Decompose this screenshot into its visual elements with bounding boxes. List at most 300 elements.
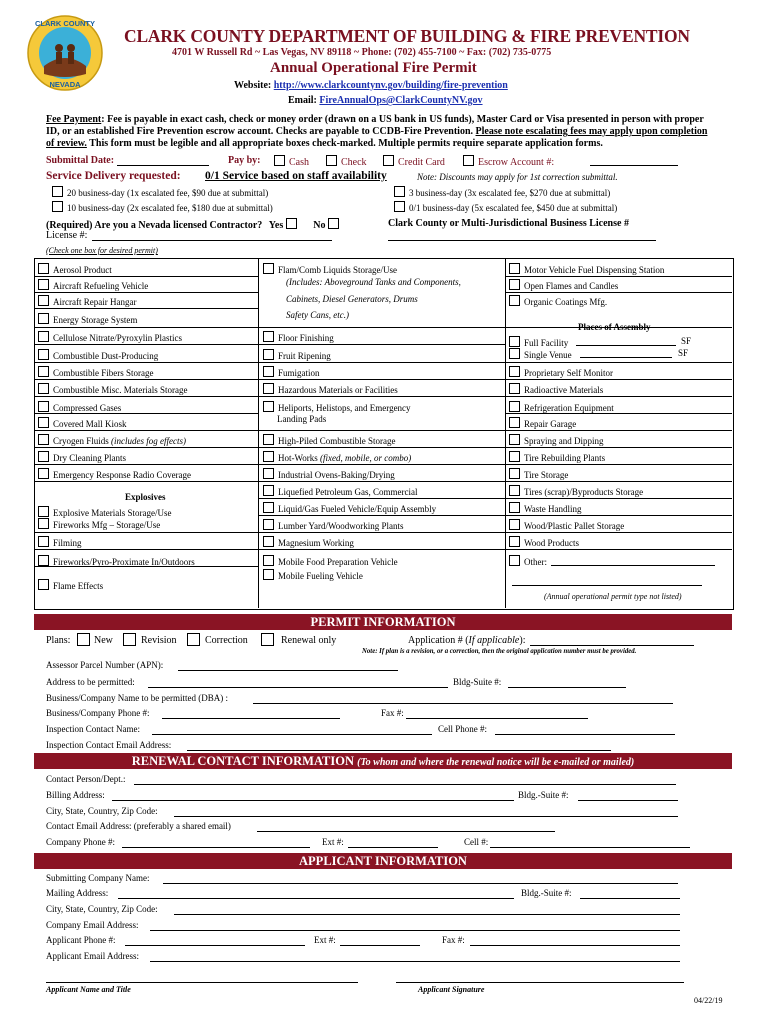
permit-flam-comb-liquids[interactable] — [263, 263, 397, 275]
email-link[interactable]: FireAnnualOps@ClarkCountyNV.gov — [319, 95, 483, 106]
full-facility-sf-field[interactable] — [576, 345, 676, 346]
address-label: Address to be permitted: — [46, 677, 135, 687]
renewal-billing-label: Billing Address: — [46, 790, 105, 800]
renewal-phone-field[interactable] — [122, 847, 310, 848]
credit-label: Credit Card — [398, 157, 445, 168]
fee-line-3 — [46, 138, 603, 149]
license-label: License #: — [46, 230, 88, 241]
plans-new-checkbox[interactable] — [77, 633, 90, 646]
plans-renewal-checkbox[interactable] — [261, 633, 274, 646]
cash-label: Cash — [289, 157, 309, 168]
permit-cellulose[interactable] — [38, 331, 182, 343]
heliports-line-2: Landing Pads — [277, 414, 327, 424]
checkbox[interactable] — [263, 331, 274, 342]
permit-label: Wood/Plastic Pallet Storage — [524, 521, 625, 531]
permit-organic-coatings[interactable] — [509, 295, 607, 307]
checkbox[interactable] — [38, 434, 49, 445]
checkbox[interactable] — [38, 383, 49, 394]
flam-note-1: (Includes: Aboveground Tanks and Components, — [286, 277, 461, 287]
permit-hot-works[interactable] — [263, 451, 411, 463]
permit-label: Open Flames and Candles — [524, 281, 619, 291]
permit-fruit-ripening[interactable] — [263, 349, 331, 361]
service-10-checkbox[interactable] — [52, 201, 63, 212]
permit-hazardous-materials[interactable] — [263, 383, 398, 395]
applicant-header: APPLICANT INFORMATION — [34, 853, 732, 869]
permit-label: Refrigeration Equipment — [524, 403, 614, 413]
permit-label: Tire Storage — [524, 470, 569, 480]
other-field-1[interactable] — [551, 565, 715, 566]
permit-fireworks-pyro[interactable] — [38, 555, 195, 567]
checkbox[interactable] — [509, 502, 520, 513]
escrow-option[interactable] — [463, 155, 554, 168]
check-one-note: (Check one box for desired permit) — [46, 246, 158, 255]
permit-label: Repair Garage — [524, 419, 577, 429]
checkbox[interactable] — [509, 383, 520, 394]
business-phone-field[interactable] — [162, 718, 340, 719]
check-label: Check — [341, 157, 367, 168]
permit-label: Combustible Misc. Materials Storage — [53, 385, 188, 395]
permit-magnesium[interactable] — [263, 536, 354, 548]
permit-label: Emergency Response Radio Coverage — [53, 470, 192, 480]
escrow-checkbox[interactable] — [463, 155, 474, 166]
website-row — [234, 80, 508, 91]
permit-label: Wood Products — [524, 538, 580, 548]
applicant-fax-field[interactable] — [470, 945, 680, 946]
permit-label: Waste Handling — [524, 504, 582, 514]
permit-label: Explosive Materials Storage/Use — [53, 508, 172, 518]
checkbox[interactable] — [263, 485, 274, 496]
service-01-option-label: 0/1 business-day (5x escalated fee, $450 due at submittal) — [409, 203, 618, 213]
permit-covered-mall[interactable] — [38, 417, 127, 429]
renewal-ext-label: Ext #: — [322, 837, 344, 847]
permit-refrigeration[interactable] — [509, 401, 614, 413]
checkbox[interactable] — [38, 579, 49, 590]
escrow-label: Escrow Account #: — [478, 157, 555, 168]
permit-combustible-fibers[interactable] — [38, 366, 154, 378]
renewal-header — [34, 753, 732, 769]
permit-label: Heliports, Helistops, and Emergency — [278, 403, 411, 413]
checkbox[interactable] — [38, 263, 49, 274]
permit-aircraft-repair[interactable] — [38, 295, 136, 307]
checkbox[interactable] — [509, 366, 520, 377]
permit-explosive-materials[interactable] — [38, 506, 171, 518]
permit-label: Liquid/Gas Fueled Vehicle/Equip Assembly — [278, 504, 437, 514]
business-fax-label: Fax #: — [381, 708, 404, 718]
permit-label: Floor Finishing — [278, 333, 334, 343]
contractor-no-label: No — [313, 220, 326, 231]
business-fax-field[interactable] — [406, 718, 588, 719]
page-title: CLARK COUNTY DEPARTMENT OF BUILDING & FIRE PREVENTION — [124, 26, 690, 46]
checkbox[interactable] — [509, 263, 520, 274]
permit-label: Covered Mall Kiosk — [53, 419, 127, 429]
inspection-email-label: Inspection Contact Email Address: — [46, 740, 172, 750]
check-option[interactable] — [326, 155, 367, 168]
checkbox[interactable] — [263, 451, 274, 462]
applicant-ext-field[interactable] — [340, 945, 420, 946]
fee-text-3b: This form must be legible and all appropriate boxes check-marked. Multiple permits require separate application forms. — [86, 138, 603, 149]
flam-note-3: Safety Cans, etc.) — [286, 310, 349, 320]
permit-label: Aircraft Refueling Vehicle — [53, 281, 149, 291]
permit-label: Hot-Works — [278, 453, 318, 463]
permit-label: Spraying and Dipping — [524, 436, 604, 446]
checkbox[interactable] — [38, 506, 49, 517]
permit-aerosol[interactable] — [38, 263, 112, 275]
inspection-name-label: Inspection Contact Name: — [46, 724, 140, 734]
applicant-email-label: Applicant Email Address: — [46, 951, 139, 961]
renewal-city-field[interactable] — [174, 816, 678, 817]
contractor-question-text: (Required) Are you a Nevada licensed Contractor? — [46, 220, 263, 231]
applicant-company-email-field[interactable] — [150, 930, 680, 931]
website-label: Website: — [234, 80, 272, 91]
checkbox[interactable] — [509, 555, 520, 566]
escrow-field[interactable] — [590, 165, 678, 166]
permit-label: Industrial Ovens-Baking/Drying — [278, 470, 395, 480]
permit-label: Aerosol Product — [53, 265, 112, 275]
permit-wood-plastic-pallet[interactable] — [509, 519, 624, 531]
checkbox[interactable] — [38, 295, 49, 306]
flam-note-2: Cabinets, Diesel Generators, Drums — [286, 294, 418, 304]
checkbox[interactable] — [509, 279, 520, 290]
plans-correction-label: Correction — [205, 635, 248, 646]
checkbox[interactable] — [38, 349, 49, 360]
permit-high-piled[interactable] — [263, 434, 396, 446]
service-3-label: 3 business-day (3x escalated fee, $270 due at submittal) — [409, 188, 611, 198]
checkbox[interactable] — [509, 295, 520, 306]
applicant-signature-label: Applicant Signature — [418, 985, 485, 994]
checkbox[interactable] — [509, 348, 520, 359]
permit-tires-scrap[interactable] — [509, 485, 643, 497]
business-license-field[interactable] — [388, 240, 656, 241]
applicant-signature-field[interactable] — [396, 982, 684, 983]
checkbox[interactable] — [263, 434, 274, 445]
checkbox[interactable] — [509, 336, 520, 347]
permit-label: Fireworks/Pyro-Proximate In/Outdoors — [53, 557, 195, 567]
checkbox[interactable] — [263, 349, 274, 360]
permit-info-header: PERMIT INFORMATION — [34, 614, 732, 630]
checkbox[interactable] — [263, 263, 274, 274]
places-of-assembly-heading: Places of Assembly — [578, 322, 651, 332]
permit-dry-cleaning[interactable] — [38, 451, 126, 463]
checkbox[interactable] — [263, 401, 274, 412]
permit-label: Combustible Dust-Producing — [53, 351, 159, 361]
permit-label: Motor Vehicle Fuel Dispensing Station — [524, 265, 665, 275]
service-20-option[interactable] — [52, 186, 268, 198]
permit-label: Other: — [524, 557, 547, 567]
permit-motor-vehicle-fuel[interactable] — [509, 263, 664, 275]
renewal-city-label: City, State, Country, Zip Code: — [46, 806, 158, 816]
permit-mobile-fueling[interactable] — [263, 569, 363, 581]
permit-heliports[interactable] — [263, 401, 411, 413]
permit-cryogen[interactable] — [38, 434, 186, 446]
checkbox[interactable] — [263, 502, 274, 513]
contractor-no-checkbox[interactable] — [328, 218, 339, 229]
renewal-phone-label: Company Phone #: — [46, 837, 115, 847]
renewal-bldg-field[interactable] — [578, 800, 678, 801]
renewal-ext-field[interactable] — [348, 847, 438, 848]
business-name-field[interactable] — [253, 703, 673, 704]
permit-proprietary-self-monitor[interactable] — [509, 366, 613, 378]
service-10-option[interactable] — [52, 201, 273, 213]
renewal-email-field[interactable] — [257, 831, 555, 832]
pay-by-label: Pay by: — [228, 155, 261, 166]
permit-label: Hazardous Materials or Facilities — [278, 385, 398, 395]
permit-label: Magnesium Working — [278, 538, 354, 548]
applicant-phone-label: Applicant Phone #: — [46, 935, 116, 945]
contractor-question — [46, 218, 343, 231]
applicant-bldg-field[interactable] — [580, 898, 680, 899]
permit-aircraft-refueling[interactable] — [38, 279, 148, 291]
checkbox[interactable] — [509, 519, 520, 530]
permit-label: Compressed Gases — [53, 403, 122, 413]
permit-label: Mobile Fueling Vehicle — [278, 571, 363, 581]
permit-filming[interactable] — [38, 536, 82, 548]
apn-field[interactable] — [178, 670, 398, 671]
permit-label: Single Venue — [524, 350, 572, 360]
permit-note: (includes fog effects) — [111, 436, 186, 446]
checkbox[interactable] — [263, 383, 274, 394]
plans-new-label: New — [94, 635, 113, 646]
form-date: 04/22/19 — [694, 996, 723, 1005]
applicant-phone-field[interactable] — [125, 945, 305, 946]
fee-label: Fee Payment — [46, 114, 102, 125]
cash-checkbox[interactable] — [274, 155, 285, 166]
permit-full-facility[interactable] — [509, 336, 568, 348]
permit-waste-handling[interactable] — [509, 502, 582, 514]
service-3-option[interactable] — [394, 186, 610, 198]
permit-liquid-gas-vehicle[interactable] — [263, 502, 436, 514]
permit-open-flames[interactable] — [509, 279, 618, 291]
checkbox[interactable] — [263, 519, 274, 530]
permit-label: Organic Coatings Mfg. — [524, 297, 608, 307]
fee-text-1: : Fee is payable in exact cash, check or money order (drawn on a US bank in US funds), Master Card or Visa presented in person with proper — [101, 114, 704, 125]
apn-label: Assessor Parcel Number (APN): — [46, 660, 164, 670]
applicant-company-email-label: Company Email Address: — [46, 920, 139, 930]
check-checkbox[interactable] — [326, 155, 337, 166]
applicant-bldg-label: Bldg.-Suite #: — [521, 888, 572, 898]
permit-label: Full Facility — [524, 338, 569, 348]
service-3-checkbox[interactable] — [394, 186, 405, 197]
checkbox[interactable] — [509, 468, 520, 479]
renewal-email-label: Contact Email Address: (preferably a shared email) — [46, 821, 231, 831]
discount-note: Note: Discounts may apply for 1st correction submittal. — [417, 172, 618, 182]
checkbox[interactable] — [38, 417, 49, 428]
applicant-city-field[interactable] — [174, 914, 680, 915]
other-note: (Annual operational permit type not listed) — [544, 592, 682, 601]
renewal-contact-label: Contact Person/Dept.: — [46, 774, 126, 784]
checkbox[interactable] — [263, 555, 274, 566]
fee-text-2b: Please note escalating fees may apply upon completion — [475, 126, 708, 137]
applicant-company-label: Submitting Company Name: — [46, 873, 150, 883]
permit-label: Flame Effects — [53, 581, 104, 591]
permit-compressed-gases[interactable] — [38, 401, 121, 413]
permit-lp-gas[interactable] — [263, 485, 417, 497]
permit-combustible-misc[interactable] — [38, 383, 187, 395]
form-subtitle: Annual Operational Fire Permit — [270, 60, 477, 76]
permit-single-venue[interactable] — [509, 348, 572, 360]
credit-option[interactable] — [383, 155, 445, 168]
permit-tire-rebuilding[interactable] — [509, 451, 605, 463]
credit-checkbox[interactable] — [383, 155, 394, 166]
applicant-city-label: City, State, Country, Zip Code: — [46, 904, 158, 914]
email-row — [288, 95, 483, 106]
renewal-cell-field[interactable] — [490, 847, 690, 848]
svg-text:CLARK COUNTY: CLARK COUNTY — [35, 19, 95, 28]
permit-label: High-Piled Combustible Storage — [278, 436, 396, 446]
submittal-date-label: Submittal Date: — [46, 155, 115, 166]
permit-spraying-dipping[interactable] — [509, 434, 604, 446]
permit-label: Tires (scrap)/Byproducts Storage — [524, 487, 644, 497]
permit-tire-storage[interactable] — [509, 468, 568, 480]
permit-fumigation[interactable] — [263, 366, 320, 378]
checkbox[interactable] — [509, 401, 520, 412]
fee-line-2 — [46, 126, 707, 137]
permit-label: Aircraft Repair Hangar — [53, 297, 137, 307]
applicant-name-title-label: Applicant Name and Title — [46, 985, 131, 994]
inspection-name-field[interactable] — [152, 734, 432, 735]
permit-label: Fireworks Mfg – Storage/Use — [53, 520, 161, 530]
plans-label: Plans: — [46, 635, 71, 646]
permit-label: Dry Cleaning Plants — [53, 453, 126, 463]
checkbox[interactable] — [263, 569, 274, 580]
applicant-ext-label: Ext #: — [314, 935, 336, 945]
checkbox[interactable] — [38, 313, 49, 324]
permit-combustible-dust[interactable] — [38, 349, 158, 361]
checkbox[interactable] — [509, 417, 520, 428]
checkbox[interactable] — [38, 451, 49, 462]
fee-text-2a: ID, or an established Fire Prevention escrow account. Checks are payable to CCDB-Fire Prevention. — [46, 126, 476, 137]
permit-label: Liquefied Petroleum Gas, Commercial — [278, 487, 418, 497]
permit-fireworks-mfg[interactable] — [38, 518, 160, 530]
contractor-yes-label: Yes — [268, 220, 284, 231]
renewal-contact-field[interactable] — [134, 784, 676, 785]
service-10-label: 10 business-day (2x escalated fee, $180 due at submittal) — [67, 203, 273, 213]
business-name-label: Business/Company Name to be permitted (DBA) : — [46, 693, 228, 703]
applicant-company-field[interactable] — [163, 883, 678, 884]
full-facility-sf: SF — [681, 336, 692, 346]
checkbox[interactable] — [263, 366, 274, 377]
checkbox[interactable] — [263, 536, 274, 547]
svg-text:NEVADA: NEVADA — [49, 80, 81, 89]
permit-label: Lumber Yard/Woodworking Plants — [278, 521, 404, 531]
permit-note: (fixed, mobile, or combo) — [320, 453, 412, 463]
inspection-cell-label: Cell Phone #: — [438, 724, 487, 734]
inspection-email-field[interactable] — [187, 750, 611, 751]
checkbox[interactable] — [38, 366, 49, 377]
header-address: 4701 W Russell Rd ~ Las Vegas, NV 89118 ~ Phone: (702) 455-7100 ~ Fax: (702) 735-0775 — [172, 47, 552, 58]
address-bldg-field[interactable] — [508, 687, 626, 688]
applicant-fax-label: Fax #: — [442, 935, 465, 945]
service-01-checkbox[interactable] — [394, 201, 405, 212]
plans-revision-label: Revision — [141, 635, 177, 646]
license-field[interactable] — [92, 240, 332, 241]
permit-label: Flam/Comb Liquids Storage/Use — [278, 265, 397, 275]
service-20-checkbox[interactable] — [52, 186, 63, 197]
cash-option[interactable] — [274, 155, 309, 168]
other-field-2[interactable] — [512, 585, 702, 586]
checkbox[interactable] — [509, 485, 520, 496]
permit-radioactive[interactable] — [509, 383, 603, 395]
renewal-billing-field[interactable] — [112, 800, 514, 801]
permit-industrial-ovens[interactable] — [263, 468, 395, 480]
permit-lumber-yard[interactable] — [263, 519, 404, 531]
permit-wood-products[interactable] — [509, 536, 579, 548]
checkbox[interactable] — [38, 468, 49, 479]
revision-note: Note: If plan is a revision, or a correction, then the original application number must be provided. — [362, 648, 637, 655]
fee-text-3a: of review. — [46, 138, 87, 149]
checkbox[interactable] — [38, 555, 49, 566]
address-bldg-label: Bldg-Suite #: — [453, 677, 502, 687]
permit-energy-storage[interactable] — [38, 313, 137, 325]
permit-label: Cryogen Fluids — [53, 436, 109, 446]
service-01-option[interactable] — [394, 201, 617, 213]
contractor-yes-checkbox[interactable] — [286, 218, 297, 229]
checkbox[interactable] — [509, 536, 520, 547]
permit-floor-finishing[interactable] — [263, 331, 334, 343]
permit-emergency-radio[interactable] — [38, 468, 191, 480]
applicant-email-field[interactable] — [150, 961, 680, 962]
checkbox[interactable] — [38, 401, 49, 412]
applicant-name-title-field[interactable] — [46, 982, 358, 983]
submittal-date-field[interactable] — [117, 165, 209, 166]
permit-label: Proprietary Self Monitor — [524, 368, 613, 378]
address-field[interactable] — [148, 687, 448, 688]
single-venue-sf-field[interactable] — [580, 357, 672, 358]
checkbox[interactable] — [509, 451, 520, 462]
permit-label: Radioactive Materials — [524, 385, 604, 395]
checkbox[interactable] — [38, 518, 49, 529]
permit-label: Fruit Ripening — [278, 351, 331, 361]
checkbox[interactable] — [509, 434, 520, 445]
applicant-mailing-field[interactable] — [118, 898, 514, 899]
permit-label: Cellulose Nitrate/Pyroxylin Plastics — [53, 333, 182, 343]
permit-label: Energy Storage System — [53, 315, 138, 325]
permit-flame-effects[interactable] — [38, 579, 103, 591]
permit-repair-garage[interactable] — [509, 417, 576, 429]
plans-renewal-label: Renewal only — [281, 635, 337, 646]
checkbox[interactable] — [38, 331, 49, 342]
if-applicable: If applicable — [468, 635, 520, 646]
checkbox[interactable] — [38, 279, 49, 290]
permit-label: Mobile Food Preparation Vehicle — [278, 557, 398, 567]
application-text: Application # ( — [408, 635, 469, 646]
application-number-field[interactable] — [530, 645, 694, 646]
service-20-label: 20 business-day (1x escalated fee, $90 due at submittal) — [67, 188, 269, 198]
application-end: ): — [519, 635, 526, 646]
permit-label: Fumigation — [278, 368, 320, 378]
permit-mobile-food[interactable] — [263, 555, 398, 567]
fee-line-1 — [46, 114, 704, 125]
service-01-label: 0/1 Service based on staff availability — [205, 170, 387, 182]
renewal-header-note: (To whom and where the renewal notice will be e-mailed or mailed) — [357, 757, 635, 768]
applicant-mailing-label: Mailing Address: — [46, 888, 109, 898]
email-label: Email: — [288, 95, 317, 106]
business-phone-label: Business/Company Phone #: — [46, 708, 150, 718]
single-venue-sf: SF — [678, 348, 689, 358]
plans-correction-checkbox[interactable] — [187, 633, 200, 646]
checkbox[interactable] — [38, 536, 49, 547]
plans-revision-checkbox[interactable] — [123, 633, 136, 646]
service-label: Service Delivery requested: — [46, 170, 181, 182]
website-link[interactable]: http://www.clarkcountynv.gov/building/fire-prevention — [273, 80, 508, 91]
renewal-bldg-label: Bldg.-Suite #: — [518, 790, 569, 800]
permit-label: Tire Rebuilding Plants — [524, 453, 606, 463]
permit-other[interactable] — [509, 555, 547, 567]
permit-label: Filming — [53, 538, 82, 548]
explosives-heading: Explosives — [125, 492, 166, 502]
checkbox[interactable] — [263, 468, 274, 479]
renewal-header-text: RENEWAL CONTACT INFORMATION — [131, 754, 354, 768]
inspection-cell-field[interactable] — [495, 734, 675, 735]
